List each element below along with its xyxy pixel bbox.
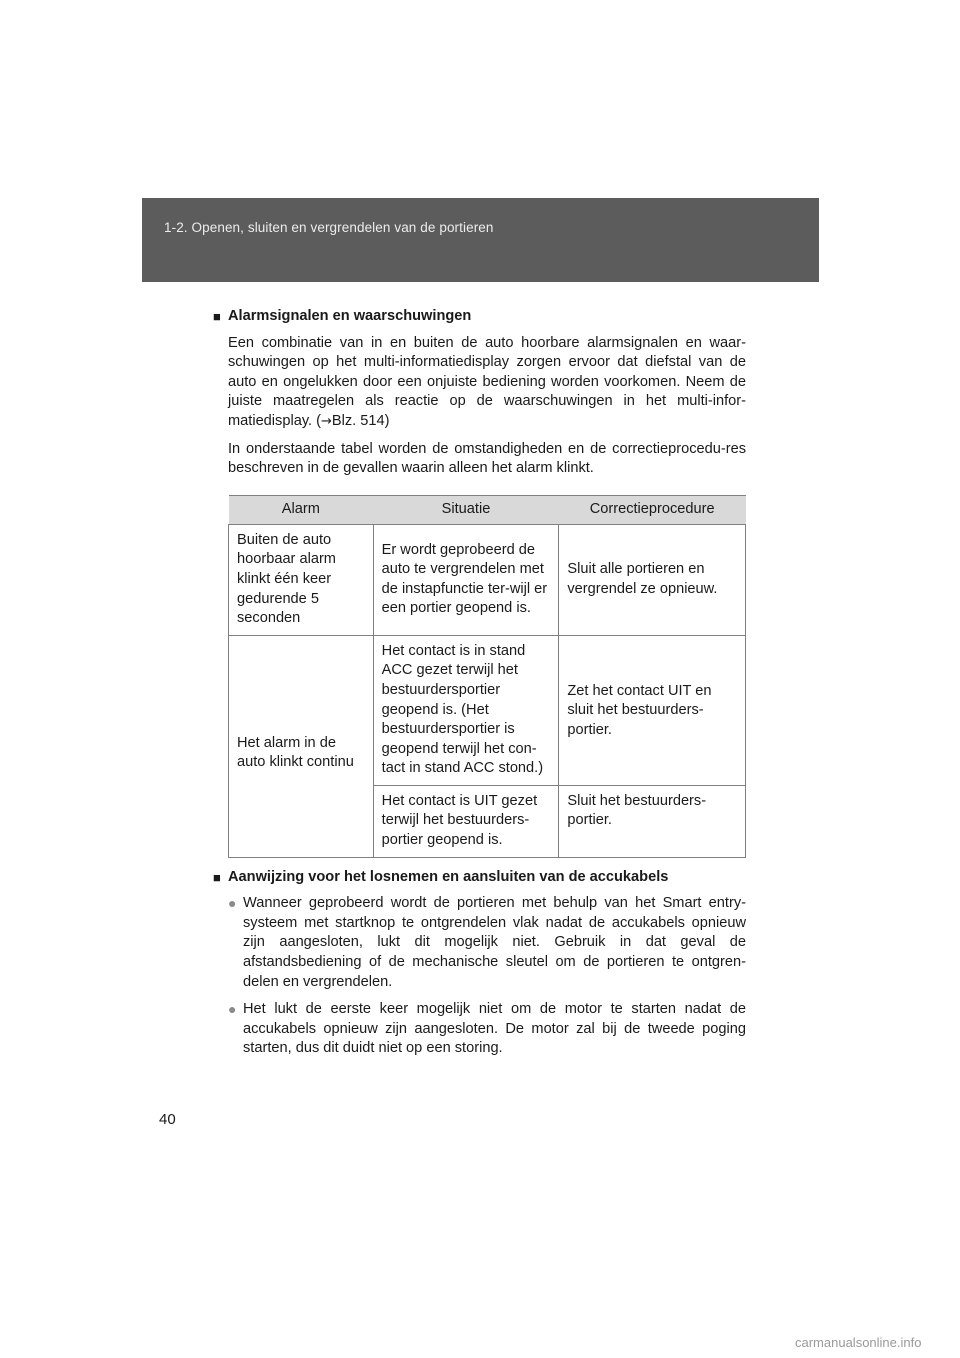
chapter-title: 1-2. Openen, sluiten en vergrendelen van de portieren (164, 220, 494, 235)
list-item (228, 1000, 746, 1059)
column-header-alarm: Alarm (229, 495, 374, 524)
cell-alarm: Buiten de auto hoorbaar alarm klinkt één keer gedurende 5 seconden (229, 524, 374, 635)
circle-bullet-icon: ● (228, 895, 237, 912)
cell-correction: Zet het contact UIT en sluit het bestuurders-portier. (559, 635, 746, 785)
table-header-row (229, 495, 746, 524)
intro-text: Een combinatie van in en buiten de auto hoorbare alarmsignalen en waar-schuwingen op het multi-informatiedisplay zorgen ervoor dat diefstal van de auto en ongelukken door een onjuiste bediening worden voorkomen. Neem de juiste maatregelen als reactie op de waarschuwingen in het multi-infor-matiedisplay. ( (228, 334, 746, 429)
square-bullet-icon: ■ (213, 309, 221, 324)
cell-situation: Het contact is UIT gezet terwijl het bestuurders-portier geopend is. (373, 785, 559, 857)
square-bullet-icon: ■ (213, 869, 221, 885)
section-heading-text: Alarmsignalen en waarschuwingen (228, 308, 472, 324)
alarm-table (228, 495, 746, 858)
column-header-situation: Situatie (373, 495, 559, 524)
cell-situation: Het contact is in stand ACC gezet terwijl het bestuurdersportier geopend is. (Het bestuurdersportier is geopend terwijl het con-tact in stand ACC stond.) (373, 635, 559, 785)
cell-alarm: Het alarm in de auto klinkt continu (229, 635, 374, 857)
cell-correction: Sluit alle portieren en vergrendel ze opnieuw. (559, 524, 746, 635)
section-heading-alarm-signals (213, 307, 746, 327)
page-reference-link[interactable]: Blz. 514) (331, 412, 390, 429)
cell-correction: Sluit het bestuurders-portier. (559, 785, 746, 857)
right-arrow-icon: → (321, 413, 332, 429)
section-heading-text: Aanwijzing voor het losnemen en aansluiten van de accukabels (228, 868, 669, 885)
list-item-text: Het lukt de eerste keer mogelijk niet om de motor te starten nadat de accukabels opnieuw zijn aangesloten. De motor zal bij de tweede poging starten, dus dit duidt niet op een storing. (243, 1001, 746, 1057)
cell-situation: Er wordt geprobeerd de auto te vergrendelen met de instapfunctie ter-wijl er een portier geopend is. (373, 524, 559, 635)
list-item-text: Wanneer geprobeerd wordt de portieren met behulp van het Smart entry-systeem met startknop te ontgrendelen vlak nadat de accukabels opnieuw zijn aangesloten, lukt dit mogelijk niet. Gebruik in dat geval de afstandsbediening of de mechanische sleutel om de portieren te ontgren-delen en vergrendelen. (243, 895, 746, 990)
table-row (229, 524, 746, 635)
table-row (229, 635, 746, 785)
chapter-header-band (142, 198, 819, 282)
section-heading-battery-cables (213, 868, 746, 888)
page-content (213, 307, 746, 1067)
intro-paragraph (228, 334, 746, 432)
table-intro-paragraph: In onderstaande tabel worden de omstandigheden en de correctieprocedu-res beschreven in de gevallen waarin alleen het alarm klinkt. (228, 440, 746, 477)
circle-bullet-icon: ● (228, 1001, 237, 1018)
watermark: carmanualsonline.info (795, 1335, 922, 1350)
column-header-correction: Correctieprocedure (559, 495, 746, 524)
list-item (228, 894, 746, 992)
page-number: 40 (159, 1111, 176, 1128)
